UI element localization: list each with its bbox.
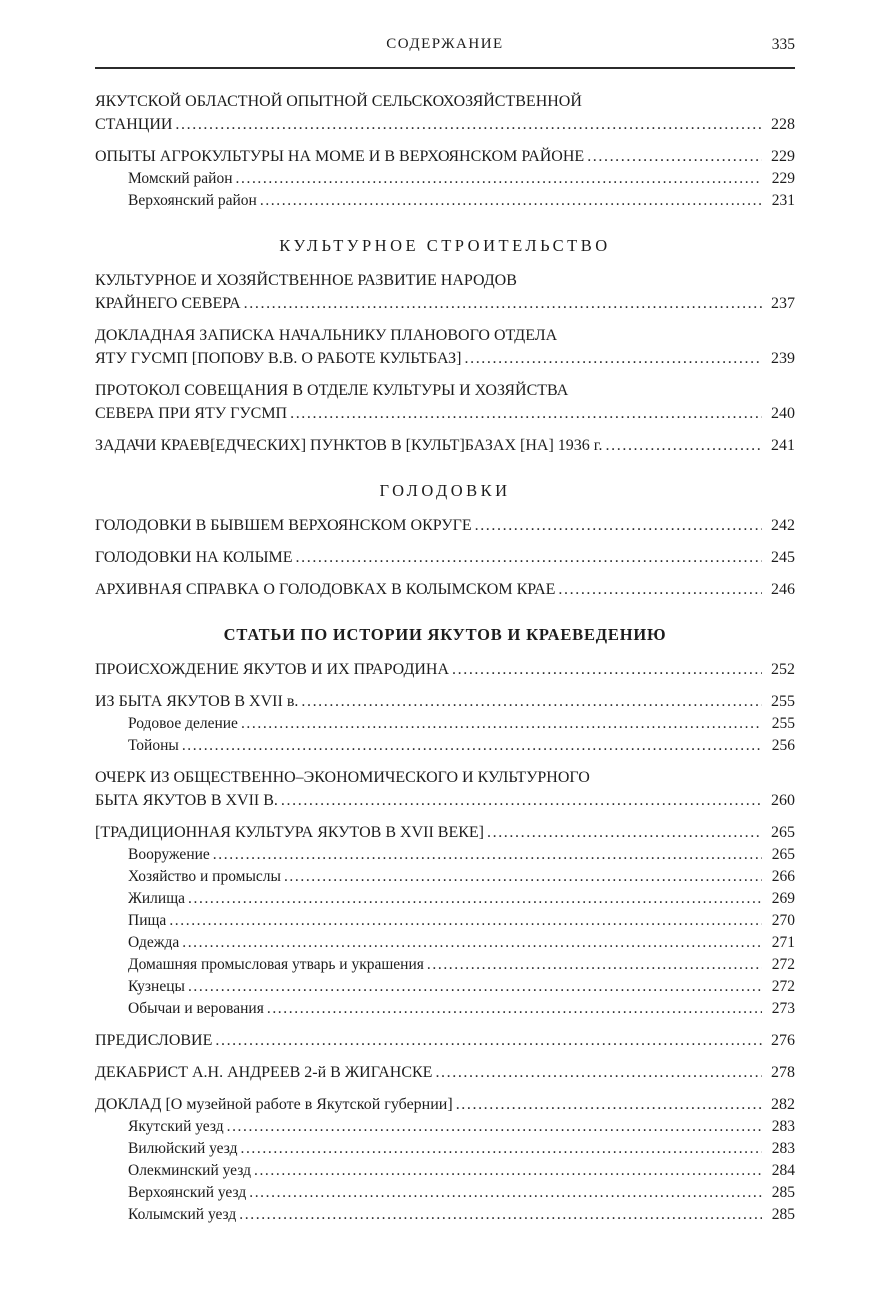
- toc-subentry: [95, 1182, 795, 1204]
- entry-page-number: 266: [771, 868, 795, 885]
- entry-last-line: [95, 292, 795, 315]
- dot-leader: [260, 190, 762, 212]
- entry-title-line: ДОКЛАДНАЯ ЗАПИСКА НАЧАЛЬНИКУ ПЛАНОВОГО ОТДЕЛА: [95, 327, 558, 344]
- entry-last-line: [95, 145, 795, 168]
- section-heading: СТАТЬИ ПО ИСТОРИИ ЯКУТОВ И КРАЕВЕДЕНИЮ: [223, 625, 667, 644]
- entry-last-line: [128, 1160, 795, 1182]
- entry-last-line: [128, 1204, 795, 1226]
- header-page-number: 335: [771, 36, 795, 53]
- entry-last-line: [95, 690, 795, 713]
- entry-page-number: 269: [771, 890, 795, 907]
- entry-page-number: 229: [771, 170, 795, 187]
- toc-entry: [95, 514, 795, 537]
- entry-page-number: 283: [771, 1118, 795, 1135]
- toc-subentry: [95, 844, 795, 866]
- entry-title-line: ОЧЕРК ИЗ ОБЩЕСТВЕННО–ЭКОНОМИЧЕСКОГО И КУЛЬТУРНОГО: [95, 769, 590, 786]
- entry-last-line: [128, 1116, 795, 1138]
- dot-leader: [465, 347, 763, 370]
- entry-title: Домашняя промысловая утварь и украшения: [128, 956, 424, 973]
- toc-entry: [95, 578, 795, 601]
- dot-leader: [284, 866, 762, 888]
- entry-last-line: [95, 821, 795, 844]
- entry-last-line: [95, 1093, 795, 1116]
- entry-page-number: 246: [771, 581, 795, 598]
- entry-title: ГОЛОДОВКИ В БЫВШЕМ ВЕРХОЯНСКОМ ОКРУГЕ: [95, 517, 472, 534]
- entry-page-number: 283: [771, 1140, 795, 1157]
- toc-entry: [95, 1061, 795, 1084]
- entry-page-number: 255: [771, 715, 795, 732]
- entry-title: ЗАДАЧИ КРАЕВ[ЕДЧЕСКИХ] ПУНКТОВ В [КУЛЬТ]БАЗАХ [НА] 1936 г.: [95, 437, 603, 454]
- entry-title: Колымский уезд: [128, 1206, 237, 1223]
- entry-title: СЕВЕРА ПРИ ЯТУ ГУСМП: [95, 405, 288, 422]
- entry-page-number: 272: [771, 956, 795, 973]
- toc-subentry: [95, 976, 795, 998]
- entry-page-number: 242: [771, 517, 795, 534]
- entry-last-line: [128, 866, 795, 888]
- dot-leader: [475, 514, 762, 537]
- toc-subentry: [95, 910, 795, 932]
- entry-title: Верхоянский район: [128, 192, 257, 209]
- entry-last-line: [95, 658, 795, 681]
- entry-last-line: [95, 789, 795, 812]
- entry-last-line: [128, 1138, 795, 1160]
- entry-title: БЫТА ЯКУТОВ В XVII В.: [95, 792, 278, 809]
- dot-leader: [487, 821, 762, 844]
- dot-leader: [558, 578, 762, 601]
- entry-last-line: [128, 910, 795, 932]
- entry-page-number: 282: [771, 1096, 795, 1113]
- entry-page-number: 285: [771, 1184, 795, 1201]
- entry-page-number: 252: [771, 661, 795, 678]
- entry-page-number: 231: [771, 192, 795, 209]
- entry-page-number: 285: [771, 1206, 795, 1223]
- entry-page-number: 284: [771, 1162, 795, 1179]
- toc-list: [95, 69, 795, 1226]
- entry-page-number: 240: [771, 405, 795, 422]
- entry-last-line: [95, 402, 795, 425]
- entry-title: Пища: [128, 912, 167, 929]
- entry-title: [ТРАДИЦИОННАЯ КУЛЬТУРА ЯКУТОВ В XVII ВЕКЕ]: [95, 824, 484, 841]
- dot-leader: [169, 910, 762, 932]
- entry-title-line: КУЛЬТУРНОЕ И ХОЗЯЙСТВЕННОЕ РАЗВИТИЕ НАРОДОВ: [95, 272, 517, 289]
- dot-leader: [435, 1061, 762, 1084]
- dot-leader: [606, 434, 762, 457]
- entry-page-number: 255: [771, 693, 795, 710]
- toc-entry: [95, 1029, 795, 1052]
- entry-last-line: [95, 546, 795, 569]
- toc-subentry: [95, 1160, 795, 1182]
- entry-title: Якутский уезд: [128, 1118, 224, 1135]
- entry-title: ПРЕДИСЛОВИЕ: [95, 1032, 213, 1049]
- entry-last-line: [128, 998, 795, 1020]
- entry-last-line: [128, 735, 795, 757]
- entry-title: Вилюйский уезд: [128, 1140, 238, 1157]
- toc-subentry: [95, 932, 795, 954]
- dot-leader: [188, 976, 762, 998]
- dot-leader: [244, 292, 762, 315]
- toc-subentry: [95, 190, 795, 212]
- entry-page-number: 265: [771, 846, 795, 863]
- toc-entry: [95, 766, 795, 812]
- entry-page-number: 241: [771, 437, 795, 454]
- entry-last-line: [95, 1061, 795, 1084]
- toc-subentry: [95, 866, 795, 888]
- entry-page-number: 245: [771, 549, 795, 566]
- entry-page-number: 278: [771, 1064, 795, 1081]
- toc-entry: [95, 379, 795, 425]
- page-title: СОДЕРЖАНИЕ: [386, 36, 504, 52]
- entry-page-number: 271: [771, 934, 795, 951]
- dot-leader: [239, 1204, 762, 1226]
- toc-entry: [95, 434, 795, 457]
- entry-title: ПРОИСХОЖДЕНИЕ ЯКУТОВ И ИХ ПРАРОДИНА: [95, 661, 450, 678]
- toc-entry: [95, 269, 795, 315]
- entry-last-line: [95, 514, 795, 537]
- dot-leader: [240, 1138, 762, 1160]
- dot-leader: [249, 1182, 762, 1204]
- entry-title: ЯТУ ГУСМП [ПОПОВУ В.В. О РАБОТЕ КУЛЬТБАЗ]: [95, 350, 462, 367]
- section-heading: ГОЛОДОВКИ: [379, 481, 511, 500]
- section-heading: КУЛЬТУРНОЕ СТРОИТЕЛЬСТВО: [279, 236, 611, 255]
- entry-last-line: [128, 168, 795, 190]
- toc-entry: [95, 324, 795, 370]
- dot-leader: [290, 402, 762, 425]
- entry-page-number: 239: [771, 350, 795, 367]
- dot-leader: [241, 713, 762, 735]
- entry-title: Тойоны: [128, 737, 179, 754]
- toc-subentry: [95, 998, 795, 1020]
- dot-leader: [188, 888, 762, 910]
- entry-page-number: 256: [771, 737, 795, 754]
- entry-title: Вооружение: [128, 846, 210, 863]
- entry-title: ДОКЛАД [О музейной работе в Якутской губернии]: [95, 1096, 453, 1113]
- entry-title: Жилища: [128, 890, 186, 907]
- toc-entry: [95, 145, 795, 168]
- entry-page-number: 273: [771, 1000, 795, 1017]
- entry-last-line: [128, 888, 795, 910]
- entry-page-number: 265: [771, 824, 795, 841]
- entry-last-line: [95, 347, 795, 370]
- dot-leader: [227, 1116, 762, 1138]
- entry-page-number: 229: [771, 148, 795, 165]
- dot-leader: [182, 932, 762, 954]
- dot-leader: [213, 844, 762, 866]
- entry-title: Хозяйство и промыслы: [128, 868, 281, 885]
- toc-subentry: [95, 735, 795, 757]
- entry-title-line: ЯКУТСКОЙ ОБЛАСТНОЙ ОПЫТНОЙ СЕЛЬСКОХОЗЯЙСТВЕННОЙ: [95, 93, 582, 110]
- dot-leader: [175, 113, 762, 136]
- entry-page-number: 260: [771, 792, 795, 809]
- toc-subentry: [95, 888, 795, 910]
- entry-last-line: [128, 844, 795, 866]
- toc-subentry: [95, 954, 795, 976]
- dot-leader: [296, 546, 762, 569]
- toc-entry: [95, 658, 795, 681]
- entry-last-line: [128, 190, 795, 212]
- entry-page-number: 228: [771, 116, 795, 133]
- entry-title: АРХИВНАЯ СПРАВКА О ГОЛОДОВКАХ В КОЛЫМСКОМ КРАЕ: [95, 581, 556, 598]
- entry-last-line: [95, 1029, 795, 1052]
- page-header: [95, 36, 795, 56]
- dot-leader: [182, 735, 762, 757]
- entry-last-line: [128, 713, 795, 735]
- toc-subentry: [95, 1204, 795, 1226]
- dot-leader: [452, 658, 762, 681]
- dot-leader: [281, 789, 762, 812]
- entry-title: Кузнецы: [128, 978, 185, 995]
- entry-title: Одежда: [128, 934, 180, 951]
- entry-page-number: 270: [771, 912, 795, 929]
- toc-subentry: [95, 713, 795, 735]
- entry-last-line: [128, 954, 795, 976]
- entry-title: Родовое деление: [128, 715, 238, 732]
- toc-entry: [95, 690, 795, 713]
- toc-subentry: [95, 168, 795, 190]
- entry-title: ГОЛОДОВКИ НА КОЛЫМЕ: [95, 549, 293, 566]
- dot-leader: [427, 954, 762, 976]
- entry-title: Верхоянский уезд: [128, 1184, 247, 1201]
- dot-leader: [587, 145, 762, 168]
- entry-last-line: [128, 932, 795, 954]
- entry-last-line: [128, 1182, 795, 1204]
- entry-page-number: 272: [771, 978, 795, 995]
- entry-title: Момский район: [128, 170, 233, 187]
- toc-entry: [95, 821, 795, 844]
- dot-leader: [254, 1160, 762, 1182]
- entry-title-line: ПРОТОКОЛ СОВЕЩАНИЯ В ОТДЕЛЕ КУЛЬТУРЫ И ХОЗЯЙСТВА: [95, 382, 569, 399]
- entry-page-number: 276: [771, 1032, 795, 1049]
- entry-title: Олекминский уезд: [128, 1162, 251, 1179]
- entry-title: СТАНЦИИ: [95, 116, 173, 133]
- entry-last-line: [128, 976, 795, 998]
- toc-entry: [95, 1093, 795, 1116]
- entry-title: КРАЙНЕГО СЕВЕРА: [95, 295, 241, 312]
- entry-title: Обычаи и верования: [128, 1000, 264, 1017]
- toc-subentry: [95, 1116, 795, 1138]
- entry-last-line: [95, 113, 795, 136]
- dot-leader: [236, 168, 762, 190]
- entry-page-number: 237: [771, 295, 795, 312]
- entry-title: ОПЫТЫ АГРОКУЛЬТУРЫ НА МОМЕ И В ВЕРХОЯНСКОМ РАЙОНЕ: [95, 148, 585, 165]
- dot-leader: [267, 998, 762, 1020]
- entry-last-line: [95, 578, 795, 601]
- dot-leader: [456, 1093, 762, 1116]
- dot-leader: [301, 690, 762, 713]
- toc-entry: [95, 90, 795, 136]
- entry-title: ИЗ БЫТА ЯКУТОВ В XVII в.: [95, 693, 299, 710]
- toc-subentry: [95, 1138, 795, 1160]
- dot-leader: [215, 1029, 762, 1052]
- entry-last-line: [95, 434, 795, 457]
- toc-entry: [95, 546, 795, 569]
- entry-title: ДЕКАБРИСТ А.Н. АНДРЕЕВ 2-й В ЖИГАНСКЕ: [95, 1064, 433, 1081]
